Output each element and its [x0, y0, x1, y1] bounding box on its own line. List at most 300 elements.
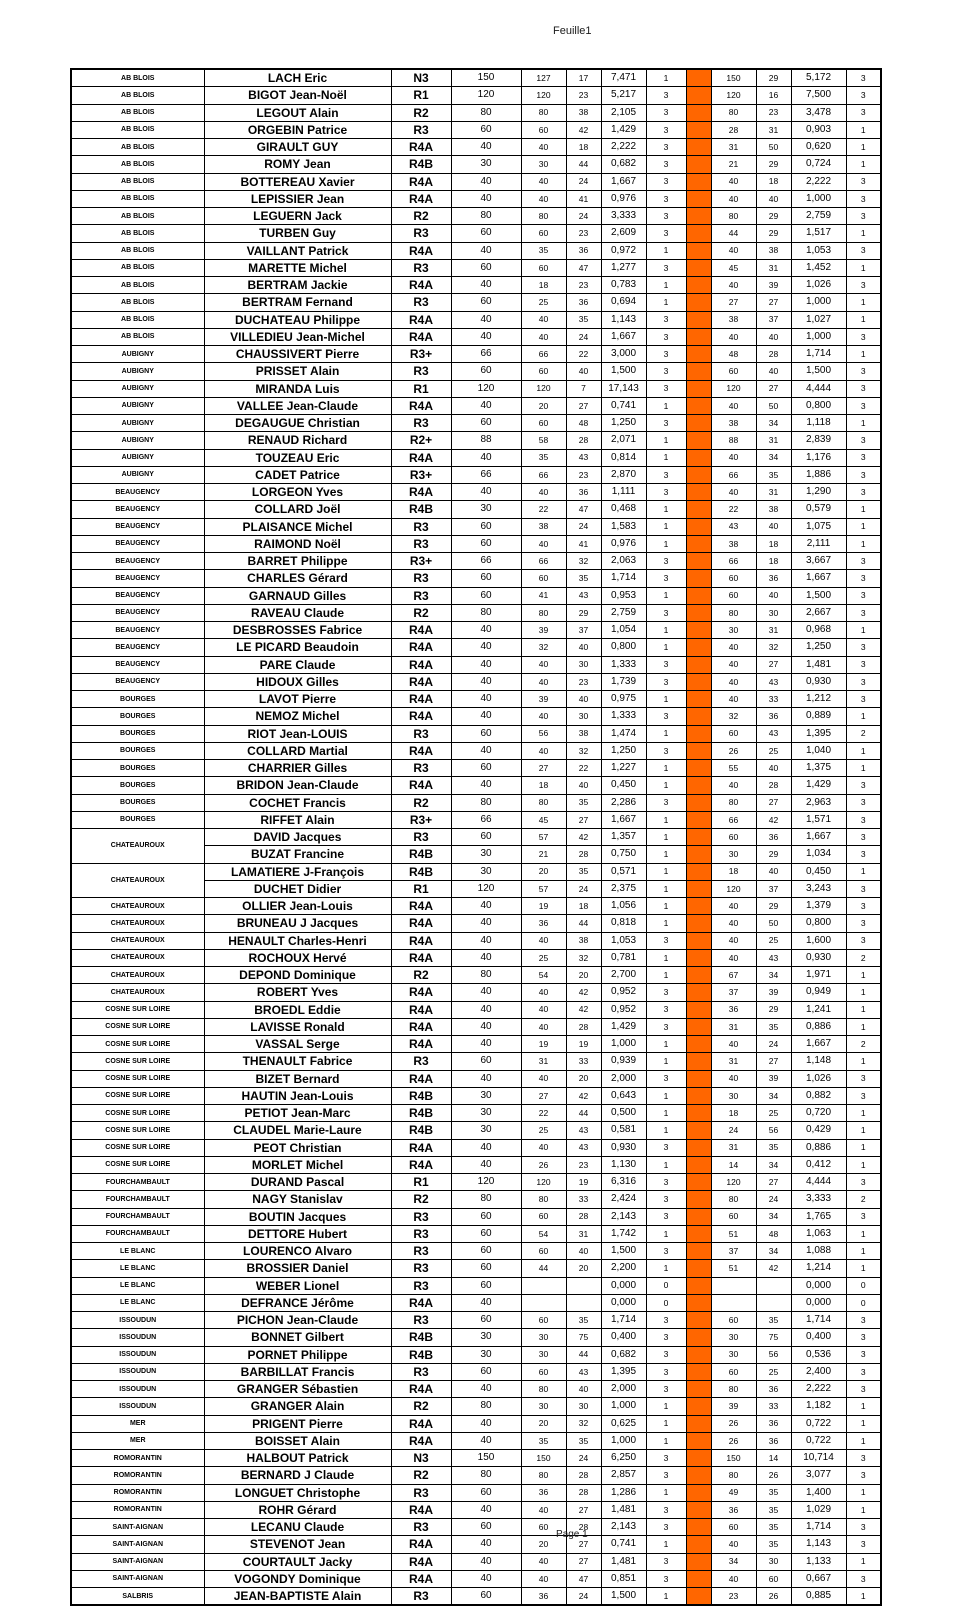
block2-ratio-cell: 2,839 — [791, 432, 846, 449]
block2-played-cell: 75 — [756, 1329, 791, 1346]
block1-wins-cell: 60 — [521, 415, 566, 432]
points-cell: 60 — [451, 535, 521, 552]
block2-count-cell: 1 — [846, 1260, 881, 1277]
club-cell: AUBIGNY — [71, 432, 204, 449]
block2-count-cell: 1 — [846, 1139, 881, 1156]
player-name-cell: COURTAULT Jacky — [204, 1553, 391, 1570]
points-cell: 60 — [451, 1243, 521, 1260]
block1-ratio-cell: 3,333 — [601, 208, 646, 225]
block2-played-cell: 24 — [756, 1191, 791, 1208]
block1-ratio-cell: 2,143 — [601, 1208, 646, 1225]
category-cell: R3 — [391, 518, 451, 535]
separator-cell — [686, 1519, 711, 1536]
category-cell: R3 — [391, 363, 451, 380]
block1-wins-cell: 30 — [521, 1329, 566, 1346]
player-name-cell: CADET Patrice — [204, 466, 391, 483]
separator-cell — [686, 1036, 711, 1053]
table-row — [71, 466, 881, 483]
block2-count-cell: 1 — [846, 346, 881, 363]
block2-played-cell: 34 — [756, 449, 791, 466]
block2-played-cell: 18 — [756, 553, 791, 570]
block1-wins-cell: 80 — [521, 604, 566, 621]
player-name-cell: CHAUSSIVERT Pierre — [204, 346, 391, 363]
points-cell: 30 — [451, 1105, 521, 1122]
block1-played-cell: 42 — [566, 1087, 601, 1104]
points-cell: 60 — [451, 259, 521, 276]
block2-ratio-cell: 1,667 — [791, 570, 846, 587]
block1-wins-cell: 21 — [521, 846, 566, 863]
club-cell: SAINT-AIGNAN — [71, 1519, 204, 1536]
block2-played-cell: 38 — [756, 501, 791, 518]
table-row — [71, 484, 881, 501]
block2-wins-cell: 80 — [711, 208, 756, 225]
category-cell: R4A — [391, 1156, 451, 1173]
points-cell: 66 — [451, 346, 521, 363]
points-cell: 40 — [451, 1553, 521, 1570]
block1-ratio-cell: 2,870 — [601, 466, 646, 483]
table-row — [71, 863, 881, 880]
block2-wins-cell: 40 — [711, 915, 756, 932]
block2-ratio-cell: 0,885 — [791, 1588, 846, 1606]
table-row — [71, 1105, 881, 1122]
category-cell: R4B — [391, 1346, 451, 1363]
points-cell: 40 — [451, 1536, 521, 1553]
separator-cell — [686, 190, 711, 207]
block1-wins-cell: 40 — [521, 311, 566, 328]
block2-ratio-cell: 1,886 — [791, 466, 846, 483]
block1-count-cell: 3 — [646, 932, 686, 949]
club-cell: MER — [71, 1415, 204, 1432]
category-cell: R3 — [391, 121, 451, 138]
block1-ratio-cell: 1,053 — [601, 932, 646, 949]
category-cell: R2 — [391, 1191, 451, 1208]
block1-count-cell: 3 — [646, 415, 686, 432]
block1-wins-cell: 66 — [521, 553, 566, 570]
block2-ratio-cell: 0,429 — [791, 1122, 846, 1139]
block2-played-cell: 36 — [756, 708, 791, 725]
table-row — [71, 725, 881, 742]
player-name-cell: DURAND Pascal — [204, 1174, 391, 1191]
player-name-cell: BROEDL Eddie — [204, 1001, 391, 1018]
player-name-cell: DEPOND Dominique — [204, 967, 391, 984]
separator-cell — [686, 535, 711, 552]
block2-played-cell: 33 — [756, 691, 791, 708]
block2-wins-cell: 39 — [711, 1398, 756, 1415]
block2-wins-cell: 40 — [711, 1070, 756, 1087]
club-cell: CHATEAUROUX — [71, 829, 204, 864]
category-cell: R3 — [391, 1588, 451, 1606]
table-row — [71, 1381, 881, 1398]
block1-ratio-cell: 1,000 — [601, 1398, 646, 1415]
block1-wins-cell: 25 — [521, 949, 566, 966]
block1-count-cell: 3 — [646, 380, 686, 397]
points-cell: 40 — [451, 777, 521, 794]
block2-played-cell: 43 — [756, 949, 791, 966]
block2-wins-cell: 40 — [711, 397, 756, 414]
block1-wins-cell: 150 — [521, 1450, 566, 1467]
club-cell: AB BLOIS — [71, 294, 204, 311]
block2-wins-cell: 28 — [711, 121, 756, 138]
category-cell: R4A — [391, 1001, 451, 1018]
separator-cell — [686, 1208, 711, 1225]
player-name-cell: BERTRAM Fernand — [204, 294, 391, 311]
block2-wins-cell: 80 — [711, 1467, 756, 1484]
separator-cell — [686, 1398, 711, 1415]
block2-ratio-cell: 4,444 — [791, 1174, 846, 1191]
club-cell: BEAUGENCY — [71, 587, 204, 604]
block1-count-cell: 1 — [646, 449, 686, 466]
player-name-cell: DUCHET Didier — [204, 880, 391, 897]
block2-played-cell: 31 — [756, 121, 791, 138]
club-cell: COSNE SUR LOIRE — [71, 1105, 204, 1122]
block1-ratio-cell: 2,200 — [601, 1260, 646, 1277]
category-cell: R4A — [391, 1139, 451, 1156]
category-cell: R4B — [391, 863, 451, 880]
block2-count-cell: 3 — [846, 1087, 881, 1104]
points-cell: 40 — [451, 1139, 521, 1156]
block2-count-cell: 3 — [846, 87, 881, 104]
table-row — [71, 346, 881, 363]
category-cell: R4B — [391, 1122, 451, 1139]
block2-played-cell: 34 — [756, 1156, 791, 1173]
block2-ratio-cell: 3,478 — [791, 104, 846, 121]
player-name-cell: BROSSIER Daniel — [204, 1260, 391, 1277]
block1-count-cell: 1 — [646, 639, 686, 656]
separator-cell — [686, 380, 711, 397]
player-name-cell: COLLARD Joël — [204, 501, 391, 518]
block1-played-cell: 38 — [566, 725, 601, 742]
block1-count-cell: 1 — [646, 1415, 686, 1432]
block1-wins-cell: 60 — [521, 259, 566, 276]
block1-count-cell: 3 — [646, 190, 686, 207]
category-cell: R2 — [391, 104, 451, 121]
separator-cell — [686, 328, 711, 345]
block1-count-cell: 1 — [646, 898, 686, 915]
points-cell: 150 — [451, 1450, 521, 1467]
block2-played-cell: 26 — [756, 1588, 791, 1606]
club-cell: CHATEAUROUX — [71, 984, 204, 1001]
table-row — [71, 1001, 881, 1018]
block1-ratio-cell: 1,286 — [601, 1484, 646, 1501]
block2-count-cell: 3 — [846, 277, 881, 294]
separator-cell — [686, 1053, 711, 1070]
player-name-cell: DEGAUGUE Christian — [204, 415, 391, 432]
points-cell: 88 — [451, 432, 521, 449]
block1-played-cell: 40 — [566, 691, 601, 708]
block1-played-cell: 75 — [566, 1329, 601, 1346]
club-cell: BOURGES — [71, 725, 204, 742]
table-row — [71, 1070, 881, 1087]
block2-count-cell: 1 — [846, 225, 881, 242]
separator-cell — [686, 1122, 711, 1139]
points-cell: 60 — [451, 1277, 521, 1294]
block1-played-cell: 24 — [566, 518, 601, 535]
block2-played-cell: 29 — [756, 1001, 791, 1018]
category-cell: R4A — [391, 139, 451, 156]
block1-count-cell: 1 — [646, 1432, 686, 1449]
category-cell: R3 — [391, 1519, 451, 1536]
separator-cell — [686, 863, 711, 880]
category-cell: R4A — [391, 1553, 451, 1570]
block1-ratio-cell: 0,682 — [601, 156, 646, 173]
block1-count-cell: 1 — [646, 691, 686, 708]
club-cell: AB BLOIS — [71, 121, 204, 138]
category-cell: R4B — [391, 1087, 451, 1104]
block2-count-cell: 1 — [846, 156, 881, 173]
player-name-cell: LAMATIERE J-François — [204, 863, 391, 880]
block2-wins-cell: 23 — [711, 1588, 756, 1606]
player-name-cell: BOUTIN Jacques — [204, 1208, 391, 1225]
block2-played-cell: 40 — [756, 328, 791, 345]
block2-ratio-cell: 0,886 — [791, 1139, 846, 1156]
block1-count-cell: 3 — [646, 173, 686, 190]
block2-wins-cell: 120 — [711, 880, 756, 897]
block2-played-cell: 36 — [756, 1381, 791, 1398]
block2-ratio-cell: 3,077 — [791, 1467, 846, 1484]
block2-played-cell: 25 — [756, 932, 791, 949]
player-name-cell: DUCHATEAU Philippe — [204, 311, 391, 328]
block1-wins-cell: 30 — [521, 1398, 566, 1415]
block2-ratio-cell: 0,724 — [791, 156, 846, 173]
club-cell: BEAUGENCY — [71, 639, 204, 656]
block1-played-cell: 36 — [566, 242, 601, 259]
block2-count-cell: 3 — [846, 1208, 881, 1225]
separator-cell — [686, 1260, 711, 1277]
player-name-cell: BOTTEREAU Xavier — [204, 173, 391, 190]
player-name-cell: LEGUERN Jack — [204, 208, 391, 225]
block1-count-cell: 1 — [646, 967, 686, 984]
block2-played-cell: 34 — [756, 967, 791, 984]
block2-played-cell: 31 — [756, 259, 791, 276]
block1-count-cell: 1 — [646, 1260, 686, 1277]
block2-ratio-cell: 1,667 — [791, 829, 846, 846]
block1-wins-cell: 40 — [521, 484, 566, 501]
points-cell: 60 — [451, 587, 521, 604]
block1-ratio-cell: 1,667 — [601, 328, 646, 345]
block1-count-cell: 1 — [646, 1536, 686, 1553]
block1-wins-cell: 30 — [521, 156, 566, 173]
block2-played-cell: 50 — [756, 139, 791, 156]
club-cell: COSNE SUR LOIRE — [71, 1018, 204, 1035]
separator-cell — [686, 1018, 711, 1035]
table-row — [71, 587, 881, 604]
club-cell: FOURCHAMBAULT — [71, 1191, 204, 1208]
block1-ratio-cell: 0,781 — [601, 949, 646, 966]
club-cell: AB BLOIS — [71, 328, 204, 345]
block1-played-cell: 35 — [566, 570, 601, 587]
points-cell: 80 — [451, 604, 521, 621]
category-cell: R4A — [391, 932, 451, 949]
block2-wins-cell: 30 — [711, 1329, 756, 1346]
block1-count-cell: 3 — [646, 984, 686, 1001]
block1-ratio-cell: 2,071 — [601, 432, 646, 449]
table-row — [71, 1398, 881, 1415]
separator-cell — [686, 1381, 711, 1398]
category-cell: R4B — [391, 1329, 451, 1346]
block1-wins-cell: 20 — [521, 397, 566, 414]
block2-count-cell: 3 — [846, 1519, 881, 1536]
block2-count-cell: 1 — [846, 501, 881, 518]
block2-ratio-cell: 1,075 — [791, 518, 846, 535]
points-cell: 30 — [451, 1087, 521, 1104]
club-cell: MER — [71, 1432, 204, 1449]
block2-count-cell: 1 — [846, 1105, 881, 1122]
club-cell: LE BLANC — [71, 1243, 204, 1260]
block1-played-cell: 32 — [566, 949, 601, 966]
block2-count-cell: 1 — [846, 1432, 881, 1449]
block1-ratio-cell: 1,474 — [601, 725, 646, 742]
results-table — [70, 68, 882, 1606]
block1-ratio-cell: 0,952 — [601, 984, 646, 1001]
separator-cell — [686, 346, 711, 363]
block2-played-cell: 42 — [756, 811, 791, 828]
block1-ratio-cell: 0,643 — [601, 1087, 646, 1104]
block1-ratio-cell: 1,714 — [601, 570, 646, 587]
player-name-cell: LAVISSE Ronald — [204, 1018, 391, 1035]
block2-played-cell: 35 — [756, 1484, 791, 1501]
separator-cell — [686, 259, 711, 276]
category-cell: R1 — [391, 880, 451, 897]
club-cell: BEAUGENCY — [71, 518, 204, 535]
table-row — [71, 1243, 881, 1260]
separator-cell — [686, 691, 711, 708]
table-row — [71, 708, 881, 725]
block1-wins-cell: 120 — [521, 1174, 566, 1191]
block2-count-cell: 0 — [846, 1294, 881, 1311]
block2-wins-cell: 14 — [711, 1156, 756, 1173]
block2-wins-cell: 60 — [711, 1208, 756, 1225]
block1-played-cell: 40 — [566, 639, 601, 656]
category-cell: R4B — [391, 846, 451, 863]
block2-count-cell: 3 — [846, 363, 881, 380]
player-name-cell: LAVOT Pierre — [204, 691, 391, 708]
separator-cell — [686, 880, 711, 897]
block2-count-cell: 3 — [846, 1381, 881, 1398]
block2-count-cell: 1 — [846, 863, 881, 880]
table-row — [71, 121, 881, 138]
points-cell: 80 — [451, 1467, 521, 1484]
table-row — [71, 415, 881, 432]
points-cell: 120 — [451, 1174, 521, 1191]
block2-wins-cell: 31 — [711, 1139, 756, 1156]
block1-ratio-cell: 0,975 — [601, 691, 646, 708]
block2-wins-cell: 26 — [711, 1415, 756, 1432]
block1-played-cell: 40 — [566, 363, 601, 380]
block1-count-cell: 3 — [646, 1381, 686, 1398]
block2-count-cell: 2 — [846, 949, 881, 966]
block2-ratio-cell: 3,667 — [791, 553, 846, 570]
block1-ratio-cell: 1,714 — [601, 1312, 646, 1329]
block1-ratio-cell: 2,759 — [601, 604, 646, 621]
player-name-cell: LEGOUT Alain — [204, 104, 391, 121]
block1-ratio-cell: 0,750 — [601, 846, 646, 863]
block2-wins-cell: 150 — [711, 1450, 756, 1467]
block2-played-cell: 29 — [756, 225, 791, 242]
category-cell: N3 — [391, 1450, 451, 1467]
club-cell: COSNE SUR LOIRE — [71, 1139, 204, 1156]
block1-played-cell: 41 — [566, 535, 601, 552]
block2-count-cell: 3 — [846, 328, 881, 345]
separator-cell — [686, 415, 711, 432]
block1-wins-cell: 19 — [521, 1036, 566, 1053]
block1-wins-cell: 80 — [521, 1381, 566, 1398]
block2-count-cell: 3 — [846, 553, 881, 570]
block2-count-cell: 3 — [846, 380, 881, 397]
category-cell: R3 — [391, 1312, 451, 1329]
block1-count-cell: 1 — [646, 1053, 686, 1070]
block1-wins-cell: 60 — [521, 121, 566, 138]
block2-ratio-cell: 1,290 — [791, 484, 846, 501]
points-cell: 40 — [451, 1036, 521, 1053]
separator-cell — [686, 622, 711, 639]
block2-played-cell — [756, 1294, 791, 1311]
block1-ratio-cell: 0,500 — [601, 1105, 646, 1122]
block2-ratio-cell: 1,971 — [791, 967, 846, 984]
category-cell: R3+ — [391, 553, 451, 570]
separator-cell — [686, 1450, 711, 1467]
block2-wins-cell: 37 — [711, 1243, 756, 1260]
club-cell: AUBIGNY — [71, 466, 204, 483]
category-cell: R3 — [391, 1053, 451, 1070]
player-name-cell: WEBER Lionel — [204, 1277, 391, 1294]
club-cell: AUBIGNY — [71, 363, 204, 380]
table-row — [71, 949, 881, 966]
block1-count-cell: 3 — [646, 225, 686, 242]
block2-count-cell: 3 — [846, 1467, 881, 1484]
block1-ratio-cell: 0,450 — [601, 777, 646, 794]
block2-ratio-cell: 0,800 — [791, 397, 846, 414]
category-cell: R3 — [391, 1243, 451, 1260]
category-cell: R3 — [391, 1484, 451, 1501]
category-cell: R4A — [391, 777, 451, 794]
points-cell: 66 — [451, 553, 521, 570]
block1-played-cell: 23 — [566, 277, 601, 294]
points-cell: 40 — [451, 484, 521, 501]
separator-cell — [686, 984, 711, 1001]
block2-ratio-cell: 0,412 — [791, 1156, 846, 1173]
block2-played-cell: 26 — [756, 1467, 791, 1484]
club-cell: AB BLOIS — [71, 242, 204, 259]
club-cell: SAINT-AIGNAN — [71, 1553, 204, 1570]
block2-wins-cell: 80 — [711, 104, 756, 121]
block2-ratio-cell: 1,600 — [791, 932, 846, 949]
block1-played-cell: 37 — [566, 622, 601, 639]
points-cell: 66 — [451, 466, 521, 483]
block1-wins-cell: 40 — [521, 932, 566, 949]
block2-count-cell: 3 — [846, 1363, 881, 1380]
block1-played-cell: 27 — [566, 1501, 601, 1518]
block1-wins-cell: 32 — [521, 639, 566, 656]
block1-ratio-cell: 1,054 — [601, 622, 646, 639]
block2-wins-cell: 36 — [711, 1001, 756, 1018]
block1-count-cell: 1 — [646, 760, 686, 777]
table-row — [71, 1570, 881, 1587]
block2-wins-cell: 22 — [711, 501, 756, 518]
block1-ratio-cell: 1,500 — [601, 1243, 646, 1260]
block1-ratio-cell: 2,143 — [601, 1519, 646, 1536]
block1-ratio-cell: 6,316 — [601, 1174, 646, 1191]
block1-ratio-cell: 2,063 — [601, 553, 646, 570]
club-cell: AUBIGNY — [71, 346, 204, 363]
table-row — [71, 294, 881, 311]
block2-ratio-cell: 0,903 — [791, 121, 846, 138]
separator-cell — [686, 829, 711, 846]
separator-cell — [686, 1105, 711, 1122]
block2-played-cell: 39 — [756, 1070, 791, 1087]
club-cell: SAINT-AIGNAN — [71, 1536, 204, 1553]
block1-played-cell: 18 — [566, 898, 601, 915]
points-cell: 40 — [451, 932, 521, 949]
